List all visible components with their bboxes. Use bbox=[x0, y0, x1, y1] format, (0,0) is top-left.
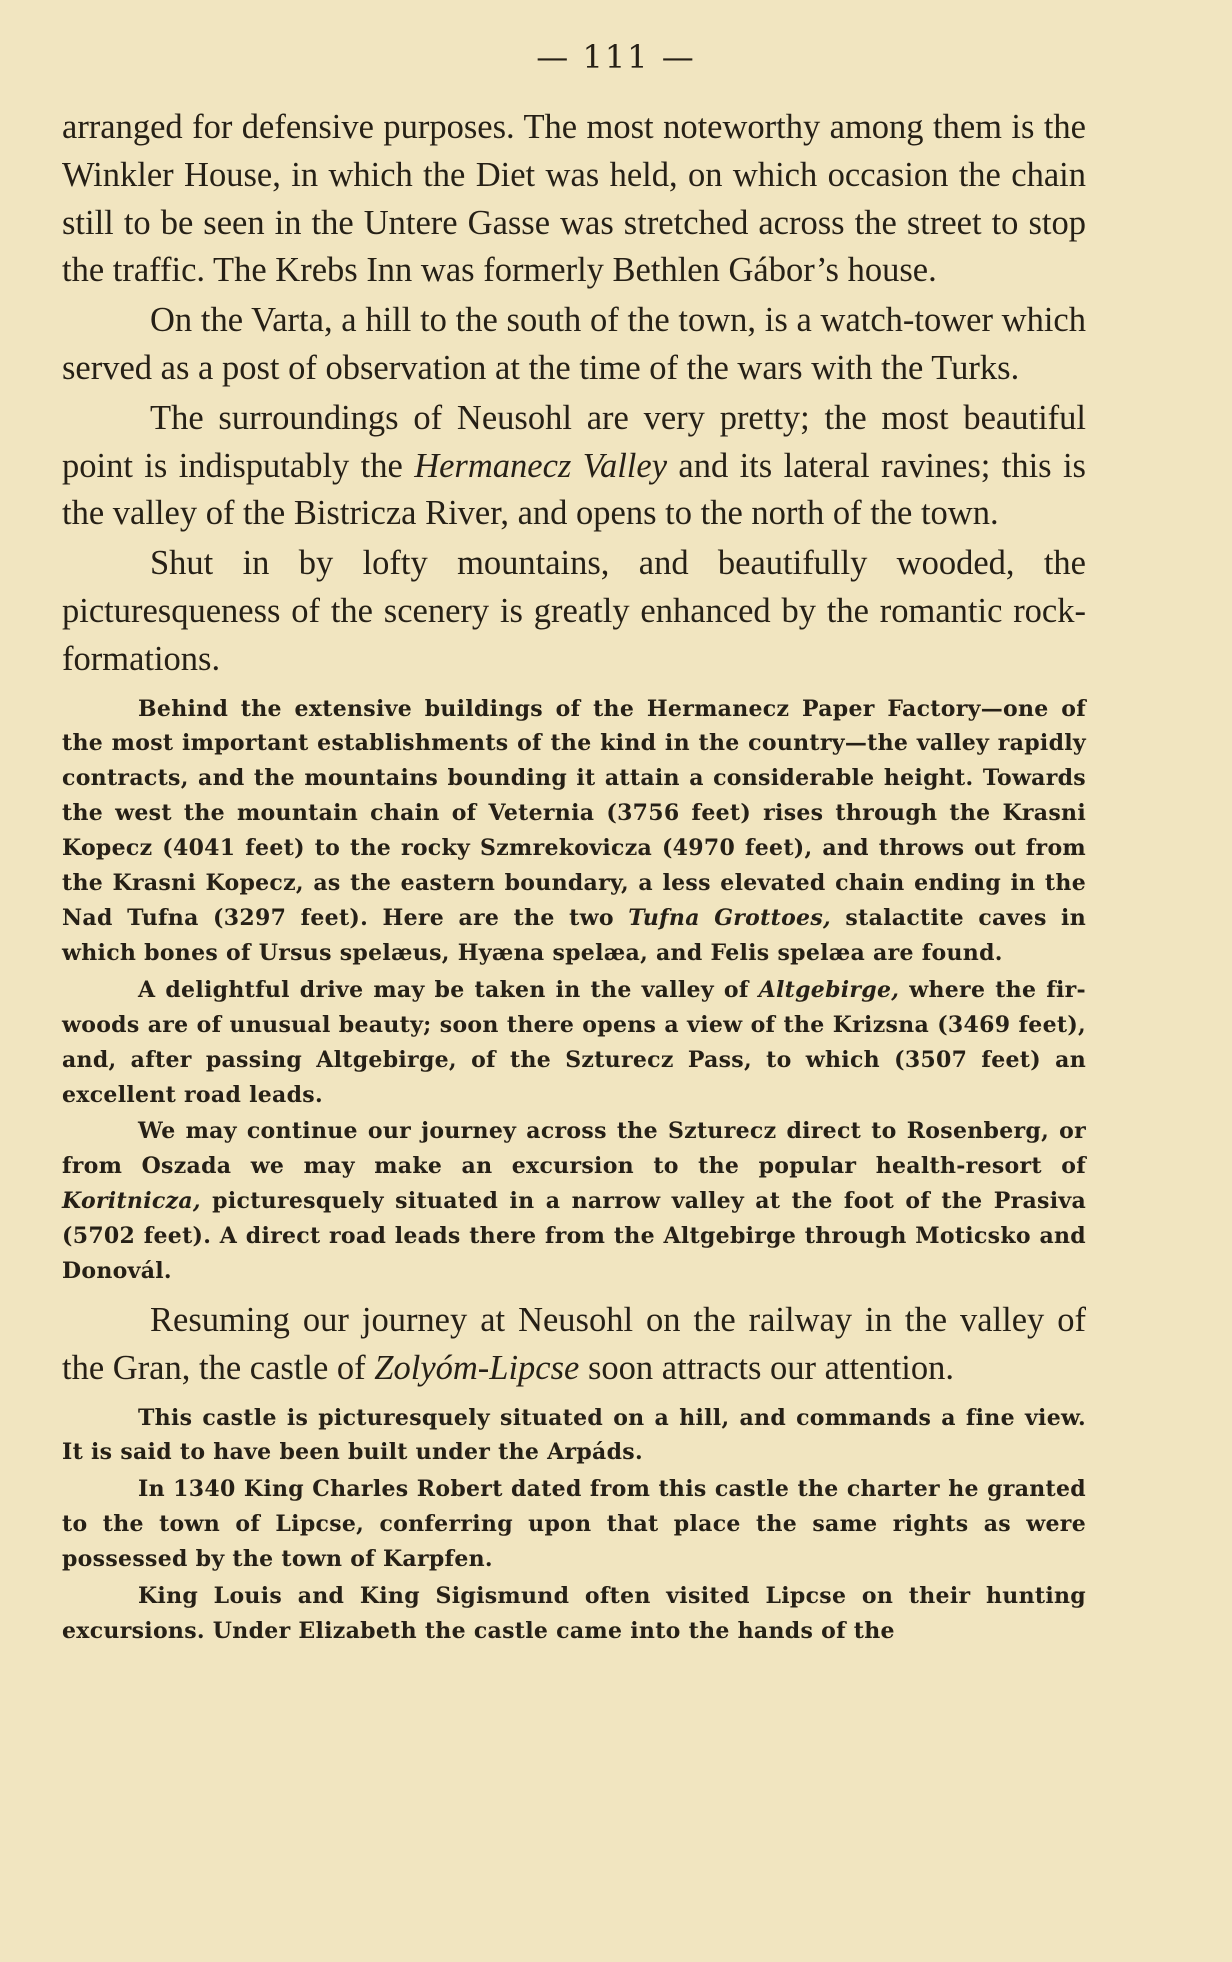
text-segment: arranged for defensive purposes. The most noteworthy among them is the Winkler House, in which the Diet was held, on which occasion the chain still to be seen in the Untere Gasse was stretched across the street to stop the traffic. The Krebs Inn was formerly Bethlen Gábor’s house. bbox=[62, 108, 1086, 290]
text-segment: Behind the extensive buildings of the Hermanecz Paper Factory—one of the most important establishments of the kind in the country—the valley rapidly contracts, and the mountains bounding it attain a considerable height. Towards the west the mountain chain of Veternia (3756 feet) rises through the Krasni Kopecz (4041 feet) to the rocky Szmrekovicza (4970 feet), and throws out from the Krasni Kopecz, as the eastern boundary, a less elevated chain ending in the Nad Tufna (3297 feet). Here are the two bbox=[62, 695, 1086, 931]
body-paragraph bbox=[62, 297, 1086, 393]
note-paragraph bbox=[62, 1114, 1086, 1289]
page-body bbox=[62, 104, 1086, 1649]
note-paragraph bbox=[62, 1579, 1086, 1649]
italic-place-name: Hermanecz Valley bbox=[414, 446, 668, 485]
italic-place-name: Koritnicza, bbox=[62, 1188, 201, 1215]
italic-place-name: Tufna Grottoes, bbox=[628, 905, 831, 931]
text-segment: The surroundings of Neusohl are very pretty; the most beautiful point is indisputably the bbox=[62, 398, 1086, 485]
text-segment: King Louis and King Sigismund often visited Lipcse on their hunting excursions. Under Elizabeth the castle came into the hands of the bbox=[62, 1583, 1086, 1644]
text-segment: stalactite caves in which bones of Ursus spelæus, Hyæna spelæa, and Felis spelæa are found. bbox=[62, 905, 1087, 966]
body-paragraph bbox=[62, 540, 1086, 683]
text-segment: We may continue our journey across the Szturecz direct to Rosenberg, or from Oszada we may make an excursion to the popular health-resort of bbox=[62, 1118, 1086, 1180]
text-segment: and its lateral ravines; this is the valley of the Bistricza River, and opens to the north of the town. bbox=[62, 446, 1086, 533]
text-segment: where the fir-woods are of unusual beauty; soon there opens a view of the Krizsna (3469 feet), and, after passing Altgebirge, of the Szturecz Pass, to which (3507 feet) an excellent road leads. bbox=[62, 976, 1086, 1108]
text-segment: Resuming our journey at Neusohl on the railway in the valley of the Gran, the castle of bbox=[62, 1300, 1086, 1387]
text-segment: Shut in by lofty mountains, and beautifully wooded, the picturesqueness of the scenery is greatly enhanced by the romantic rock-formations. bbox=[62, 544, 1086, 678]
note-paragraph bbox=[62, 973, 1086, 1113]
text-segment: A delightful drive may be taken in the valley of bbox=[138, 976, 759, 1003]
note-paragraph bbox=[62, 1472, 1086, 1577]
text-segment: picturesquely situated in a narrow valley at the foot of the Prasiva (5702 feet). A direct road leads there from the Altgebirge through Moticsko and Donovál. bbox=[62, 1188, 1086, 1285]
italic-place-name: Altgebirge, bbox=[758, 976, 900, 1003]
text-segment: On the Varta, a hill to the south of the town, is a watch-tower which served as a post of observation at the time of the wars with the Turks. bbox=[62, 301, 1086, 387]
text-segment: soon attracts our attention. bbox=[579, 1348, 954, 1387]
body-paragraph bbox=[62, 1297, 1086, 1393]
italic-place-name: Zolyóm-Lipcse bbox=[374, 1348, 580, 1387]
text-segment: This castle is picturesquely situated on a hill, and commands a fine view. It is said to have been built under the Arpáds. bbox=[62, 1404, 1086, 1466]
note-paragraph bbox=[62, 1401, 1086, 1471]
body-paragraph bbox=[62, 104, 1086, 295]
body-paragraph bbox=[62, 395, 1086, 538]
page-number: — 111 — bbox=[536, 38, 696, 76]
text-segment: In 1340 King Charles Robert dated from this castle the charter he granted to the town of Lipcse, conferring upon that place the same rights as were possessed by the town of Karpfen. bbox=[62, 1476, 1086, 1573]
note-paragraph bbox=[62, 692, 1086, 971]
